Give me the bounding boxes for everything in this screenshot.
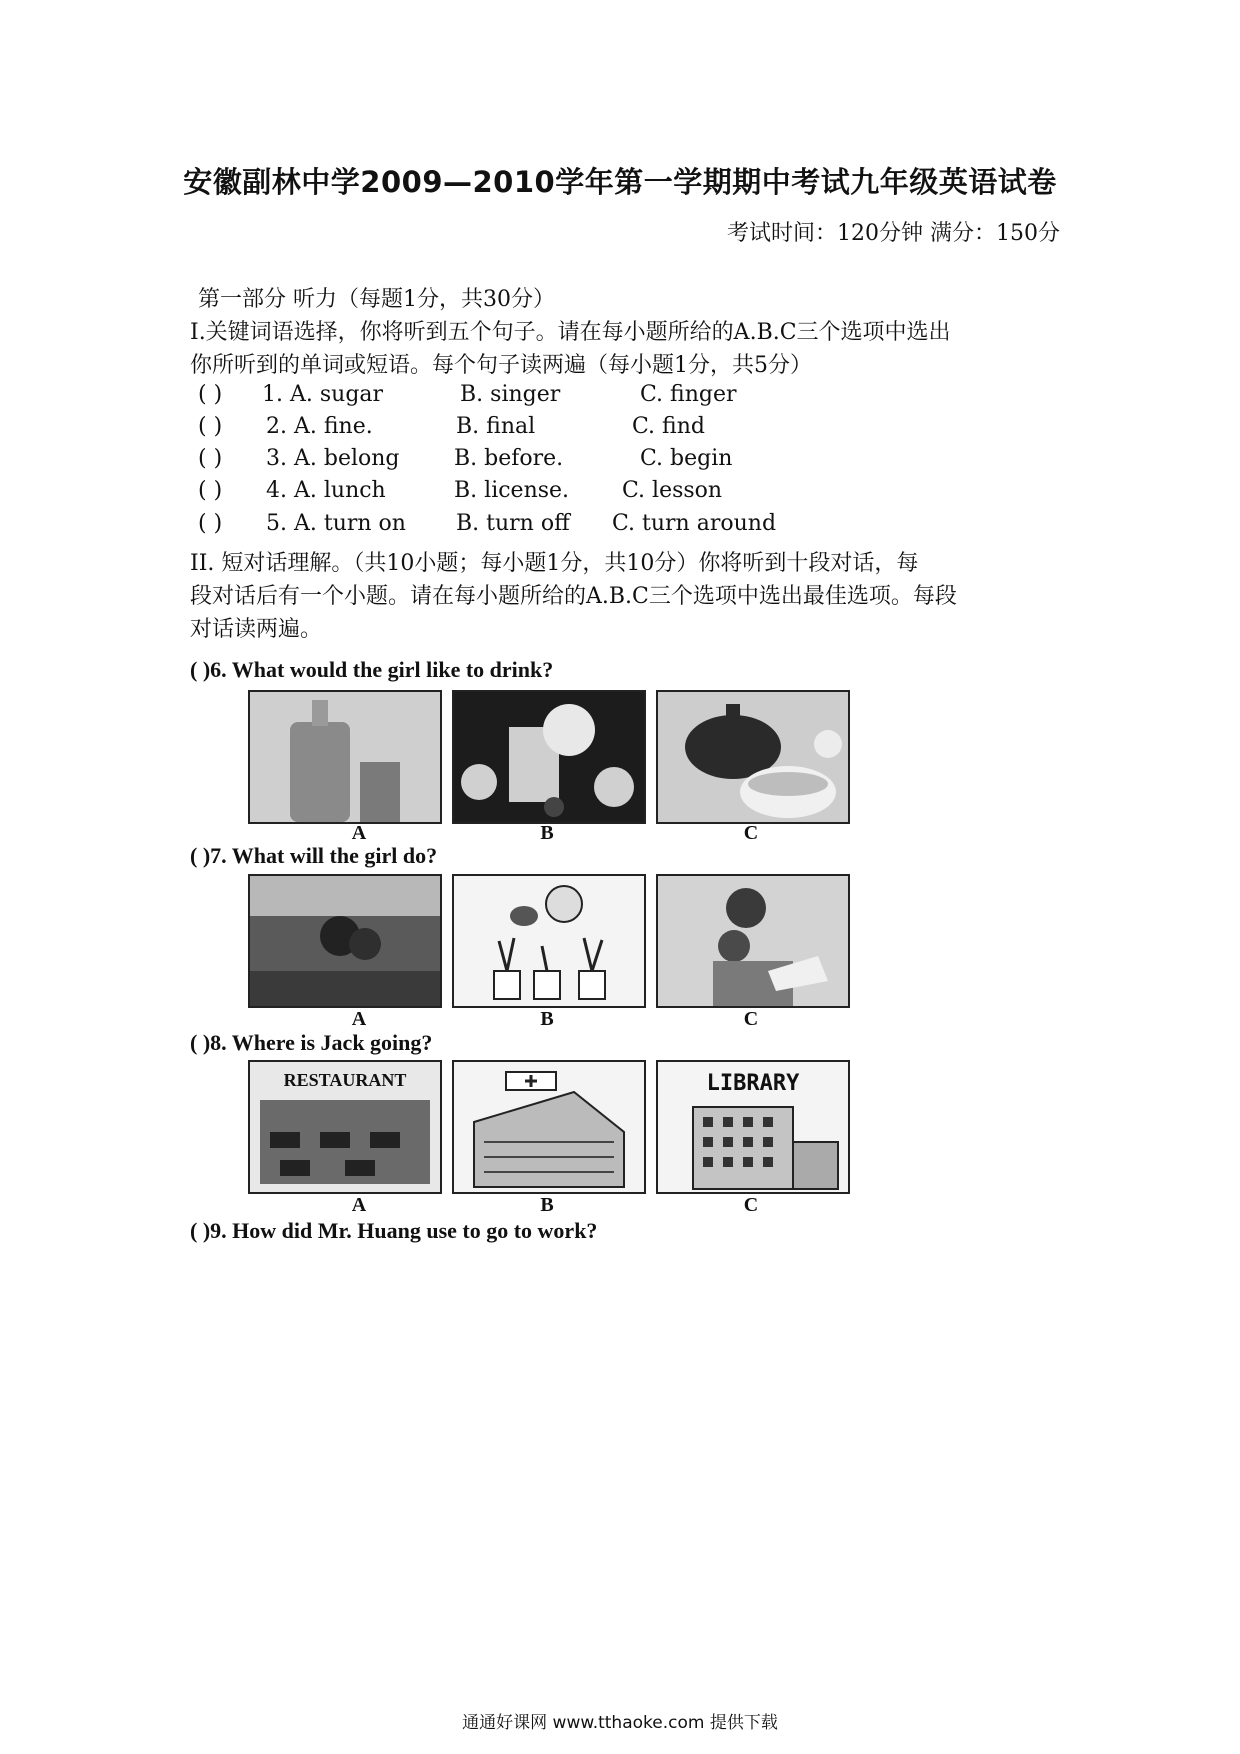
option-c: C. lesson [622, 478, 723, 503]
answer-bracket[interactable]: ( ) [198, 478, 223, 503]
option-c: C. finger [640, 382, 737, 407]
picture-restaurant [248, 1060, 442, 1194]
option-a: 2. A. fine. [266, 414, 373, 439]
label-a: A [351, 1194, 367, 1216]
picture-tea [656, 690, 850, 824]
option-c: C. begin [640, 446, 733, 471]
label-a: A [351, 1008, 367, 1030]
option-a: 4. A. lunch [266, 478, 386, 503]
picture-girl-watering-flowers [452, 874, 646, 1008]
restaurant-sign: RESTAURANT [283, 1070, 407, 1090]
label-c: C [743, 1008, 759, 1030]
answer-bracket[interactable]: ( ) [198, 414, 223, 439]
section2-intro-line2: 段对话后有一个小题。请在每小题所给的A.B.C三个选项中选出最佳选项。每段 [190, 584, 957, 609]
answer-bracket[interactable]: ( ) [198, 446, 223, 471]
option-b: B. turn off [456, 511, 570, 536]
picture-library [656, 1060, 850, 1194]
option-b: B. final [456, 414, 536, 439]
option-a: 3. A. belong [266, 446, 400, 471]
picture-people-outdoors [248, 874, 442, 1008]
picture-question-6: ( )6. What would the girl like to drink? [190, 657, 554, 682]
option-b: B. license. [454, 478, 570, 503]
picture-question-8: ( )8. Where is Jack going? [190, 1030, 433, 1055]
option-a: 5. A. turn on [266, 511, 406, 536]
answer-bracket[interactable]: ( ) [198, 382, 223, 407]
option-c: C. turn around [612, 511, 777, 536]
option-c: C. find [632, 414, 705, 439]
part1-heading: 第一部分 听力（每题1分，共30分） [198, 287, 555, 312]
library-sign: LIBRARY [706, 1071, 800, 1096]
option-a: 1. A. sugar [262, 382, 384, 407]
picture-question-7: ( )7. What will the girl do? [190, 843, 438, 868]
section1-intro-line2: 你所听到的单词或短语。每个句子读两遍（每小题1分，共5分） [190, 353, 812, 378]
picture-juice [452, 690, 646, 824]
option-b: B. singer [460, 382, 561, 407]
label-b: B [540, 1008, 554, 1030]
answer-bracket[interactable]: ( ) [198, 511, 223, 536]
picture-milk [248, 690, 442, 824]
label-a: A [351, 822, 367, 844]
section2-intro-line3: 对话读两遍。 [190, 617, 323, 642]
picture-question-9: ( )9. How did Mr. Huang use to go to work? [190, 1218, 598, 1243]
label-c: C [743, 1194, 759, 1216]
footer-source: 通通好课网 www.tthaoke.com 提供下载 [462, 1713, 778, 1733]
exam-info: 考试时间：120分钟 满分：150分 [727, 221, 1060, 246]
label-b: B [540, 822, 554, 844]
picture-hospital [452, 1060, 646, 1194]
picture-mother-reading [656, 874, 850, 1008]
section1-intro-line1: I.关键词语选择，你将听到五个句子。请在每小题所给的A.B.C三个选项中选出 [190, 320, 951, 345]
label-c: C [743, 822, 759, 844]
option-b: B. before. [454, 446, 564, 471]
label-b: B [540, 1194, 554, 1216]
section2-intro-line1: II. 短对话理解。（共10小题；每小题1分，共10分）你将听到十段对话，每 [190, 551, 919, 576]
exam-title: 安徽副林中学2009—2010学年第一学期期中考试九年级英语试卷 [183, 165, 1057, 199]
